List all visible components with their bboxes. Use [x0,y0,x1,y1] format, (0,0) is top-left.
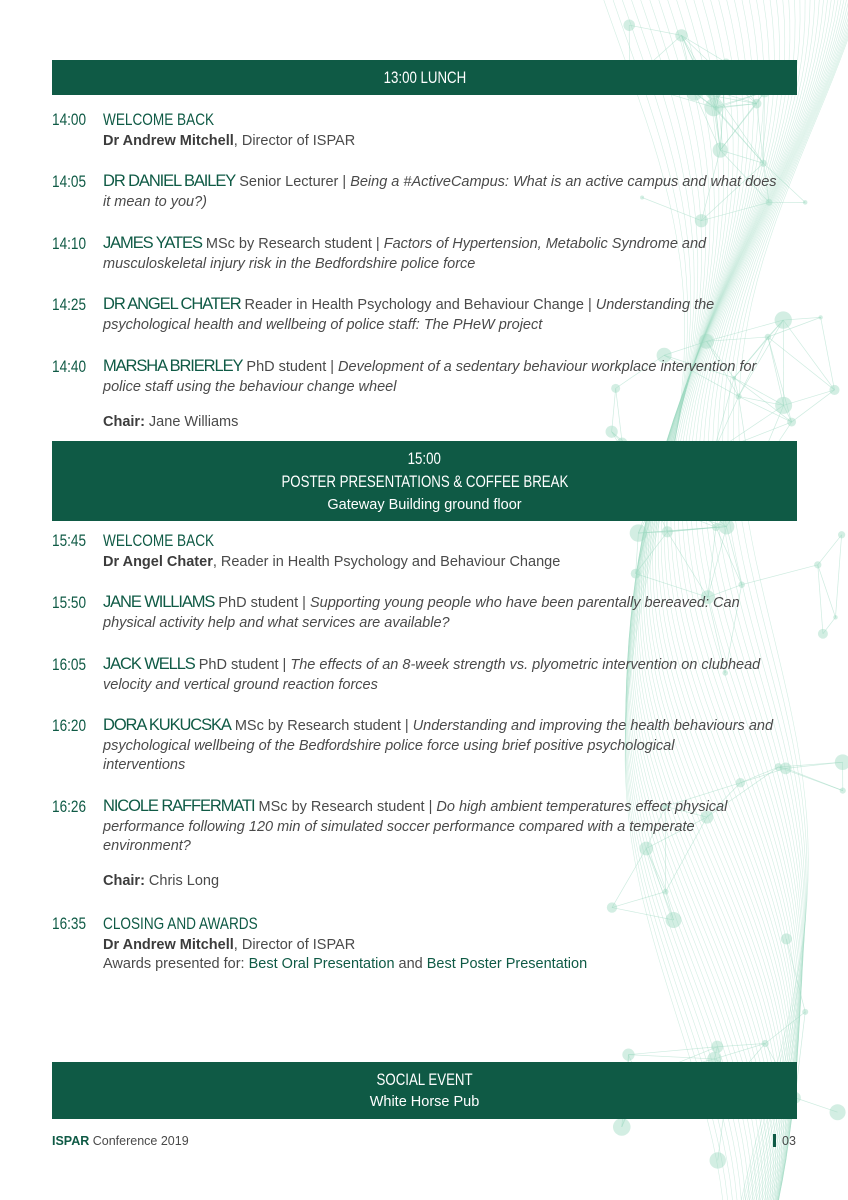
talk-title-cont: environment? [103,838,191,854]
talk-title: Do high ambient temperatures effect physical [436,799,728,815]
awards-line [103,955,803,975]
break-title: POSTER PRESENTATIONS & COFFEE BREAK [281,472,568,491]
talk-title-cont: psychological health and wellbeing of police staff: The PHeW project [103,316,543,333]
session-chair [103,873,219,889]
session-chair [103,414,238,430]
talk-title: Being a #ActiveCampus: What is an active campus and what does [350,174,777,190]
lunch-banner [52,60,797,95]
presenter-role: PhD student | [242,359,339,375]
speaker-name: Dr Andrew Mitchell [103,936,234,953]
footer-conference-name: Conference 2019 [89,1134,189,1148]
presenter-role: MSc by Research student | [230,718,413,734]
chair-label: Chair: [103,414,145,430]
presenter-name: JANE WILLIAMS [103,593,215,611]
talk-title-cont: musculoskeletal injury risk in the Bedfordshire police force [103,255,476,272]
talk-title-cont: psychological wellbeing of the Bedfordshire police force using brief positive psychological [103,737,675,754]
break-location: Gateway Building ground floor [327,497,522,513]
footer-page [773,1134,796,1148]
footer-brand: ISPAR [52,1134,90,1148]
talk-title-cont: it mean to you?) [103,193,207,210]
speaker-role: , Reader in Health Psychology and Behaviour Change [212,553,561,570]
agenda-time: 14:10 [52,234,87,253]
presenter-name: DR ANGEL CHATER [103,295,241,313]
presenter-role: MSc by Research student | [201,236,384,252]
agenda-time: 16:05 [52,655,87,674]
presenter-role: MSc by Research student | [254,799,437,815]
presenter-role: Senior Lecturer | [235,174,351,190]
break-time: 15:00 [407,449,442,468]
talk-title-cont: interventions [103,757,186,773]
speaker-role: , Director of ISPAR [233,132,356,149]
page-divider [773,1134,776,1147]
speaker-name: Dr Andrew Mitchell [103,132,234,149]
talk-title-cont: velocity and vertical ground reaction forces [103,676,378,693]
talk-title: Factors of Hypertension, Metabolic Syndrome and [383,236,707,252]
agenda-time: 16:26 [52,797,87,816]
chair-name: Jane Williams [144,414,239,430]
agenda-time: 16:35 [52,914,87,933]
agenda-time: 15:50 [52,593,87,612]
lunch-banner-title: 13:00 LUNCH [383,68,466,87]
social-event-banner [52,1062,797,1119]
speaker-role: , Director of ISPAR [233,936,356,953]
talk-title-cont: performance following 120 min of simulated soccer performance compared with a temperate [103,818,695,835]
coffee-break-banner [52,441,797,521]
awards-prefix: Awards presented for: [103,956,249,972]
chair-label: Chair: [103,873,145,889]
presenter-role: Reader in Health Psychology and Behaviour Change | [240,297,596,313]
speaker-name: Dr Angel Chater [103,553,213,570]
agenda-time: 16:20 [52,716,87,735]
agenda-time: 14:00 [52,110,87,129]
presenter-role: PhD student | [194,657,291,673]
agenda-time: 14:25 [52,295,87,314]
agenda-heading: WELCOME BACK [103,110,215,129]
presenter-name: JACK WELLS [103,655,195,673]
talk-title-cont: physical activity help and what services are available? [103,614,450,631]
talk-title: Development of a sedentary behaviour workplace intervention for [338,359,757,375]
social-location: White Horse Pub [369,1094,480,1110]
talk-title: Understanding and improving the health behaviours and [412,718,774,734]
presenter-name: DR DANIEL BAILEY [103,172,236,190]
agenda-heading: WELCOME BACK [103,531,215,550]
chair-name: Chris Long [144,873,220,889]
social-title: SOCIAL EVENT [376,1070,473,1089]
footer-conference [52,1134,189,1148]
presenter-role: PhD student | [214,595,310,611]
talk-title: The effects of an 8-week strength vs. plyometric intervention on clubhead [290,657,761,673]
award-poster: Best Poster Presentation [426,956,588,972]
presenter-name: JAMES YATES [103,234,202,252]
agenda-time: 15:45 [52,531,87,550]
agenda-time: 14:40 [52,357,87,376]
page-number: 03 [782,1134,796,1148]
presenter-name: NICOLE RAFFERMATI [103,797,255,815]
award-oral: Best Oral Presentation [248,956,395,972]
talk-title-cont: police staff using the behaviour change wheel [103,378,397,395]
talk-title: Supporting young people who have been parentally bereaved: Can [309,595,740,611]
agenda-time: 14:05 [52,172,87,191]
awards-and: and [394,956,427,972]
presenter-name: DORA KUKUCSKA [103,716,231,734]
agenda-heading: CLOSING AND AWARDS [103,914,258,933]
talk-title: Understanding the [595,297,715,313]
presenter-name: MARSHA BRIERLEY [103,357,243,375]
